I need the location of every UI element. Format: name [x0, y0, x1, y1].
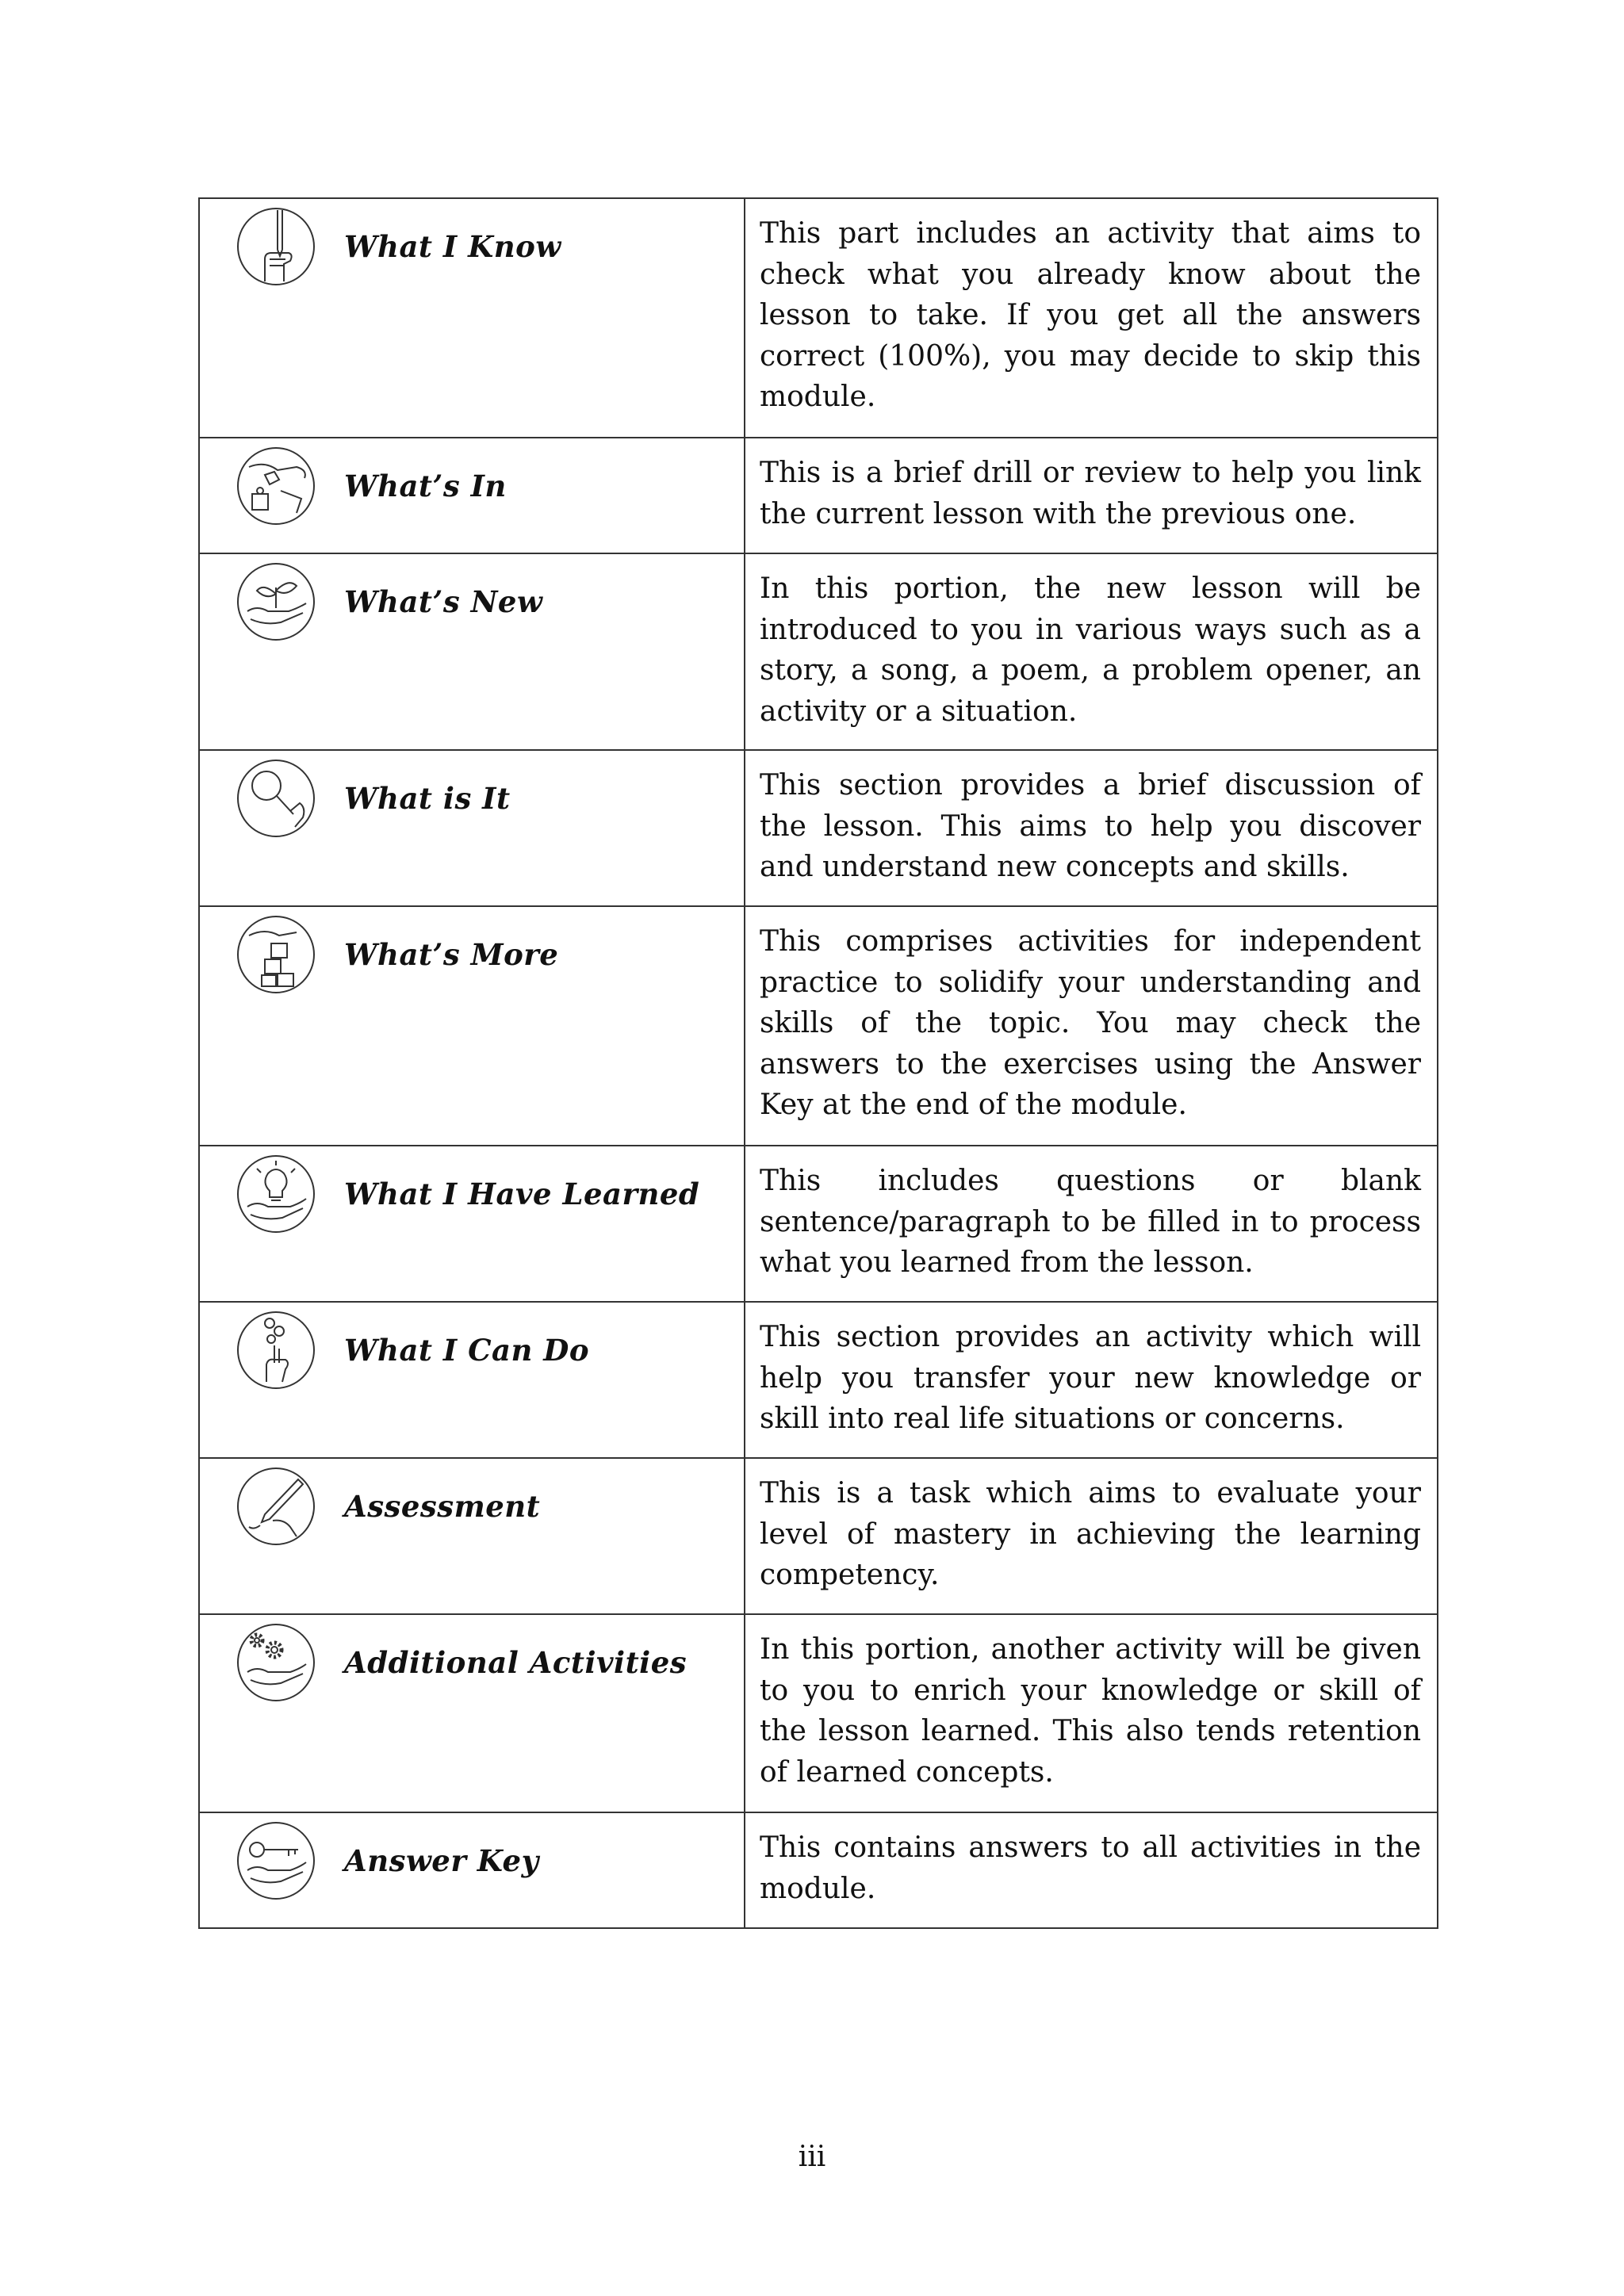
table-row: [199, 1458, 1438, 1614]
section-label-cell: [199, 553, 745, 750]
table-row: [199, 438, 1438, 553]
section-title: Additional Activities: [344, 1645, 688, 1680]
section-label-cell: [199, 750, 745, 906]
section-description-cell: [745, 1614, 1438, 1812]
section-title: What’s More: [344, 937, 559, 972]
section-description-cell: [745, 1146, 1438, 1302]
blocks-hand-icon: [233, 912, 319, 997]
section-label-cell: [199, 906, 745, 1146]
table-row: [199, 1812, 1438, 1928]
table-row: [199, 1302, 1438, 1458]
section-description-cell: [745, 198, 1438, 438]
section-title: What I Know: [344, 229, 561, 264]
table-row: [199, 553, 1438, 750]
section-description: This includes questions or blank sentence/paragraph to be filled in to process what you learned from the lesson.: [760, 1165, 1421, 1279]
section-description-cell: [745, 906, 1438, 1146]
key-hand-icon: [233, 1818, 319, 1904]
section-label-cell: [199, 1812, 745, 1928]
section-description-cell: [745, 1458, 1438, 1614]
gears-hand-icon: [233, 1307, 319, 1393]
section-description: This contains answers to all activities in the module.: [760, 1831, 1421, 1905]
table-row: [199, 750, 1438, 906]
cogs-hand-icon: [233, 1620, 319, 1705]
section-title: What is It: [344, 781, 511, 816]
pencil-hand-icon: [233, 204, 319, 289]
section-label-cell: [199, 1458, 745, 1614]
section-label-cell: [199, 1302, 745, 1458]
table-row: [199, 1614, 1438, 1812]
section-description-cell: [745, 438, 1438, 553]
section-label-cell: [199, 198, 745, 438]
magnifier-hand-icon: [233, 756, 319, 841]
section-description: In this portion, another activity will be given to you to enrich your knowledge or skill of the lesson learned. This also tends retention of learned concepts.: [760, 1633, 1421, 1789]
section-description-cell: [745, 1302, 1438, 1458]
section-description-cell: [745, 1812, 1438, 1928]
section-description-cell: [745, 750, 1438, 906]
pen-writing-icon: [233, 1464, 319, 1549]
section-description-cell: [745, 553, 1438, 750]
puzzle-hand-icon: [233, 443, 319, 529]
lightbulb-hand-icon: [233, 1151, 319, 1237]
section-description: This section provides a brief discussion of the lesson. This aims to help you discover and understand new concepts and skills.: [760, 769, 1421, 883]
sprout-hand-icon: [233, 559, 319, 645]
section-label-cell: [199, 1146, 745, 1302]
section-description: This section provides an activity which will help you transfer your new knowledge or skill into real life situations or concerns.: [760, 1321, 1421, 1435]
section-description: This comprises activities for independent practice to solidify your understanding and skills of the topic. You may check the answers to the exercises using the Answer Key at the end of the module.: [760, 925, 1421, 1121]
table-row: [199, 198, 1438, 438]
section-description: This is a task which aims to evaluate your level of mastery in achieving the learning competency.: [760, 1477, 1421, 1591]
section-description: This is a brief drill or review to help you link the current lesson with the previous one.: [760, 457, 1421, 530]
table-row: [199, 1146, 1438, 1302]
section-title: Assessment: [344, 1489, 541, 1524]
section-title: What’s New: [344, 584, 543, 619]
section-title: Answer Key: [344, 1843, 539, 1878]
page-number: iii: [798, 2141, 826, 2173]
section-description: This part includes an activity that aims to check what you already know about the lesson to take. If you get all the answers correct (100%), you may decide to skip this module.: [760, 217, 1421, 413]
section-description: In this portion, the new lesson will be introduced to you in various ways such as a story, a song, a poem, a problem opener, an activity or a situation.: [760, 572, 1421, 728]
section-label-cell: [199, 1614, 745, 1812]
section-title: What I Have Learned: [344, 1177, 700, 1211]
table-row: [199, 906, 1438, 1146]
module-icons-table: [198, 197, 1438, 1929]
section-title: What I Can Do: [344, 1333, 590, 1368]
section-title: What’s In: [344, 469, 507, 503]
section-label-cell: [199, 438, 745, 553]
